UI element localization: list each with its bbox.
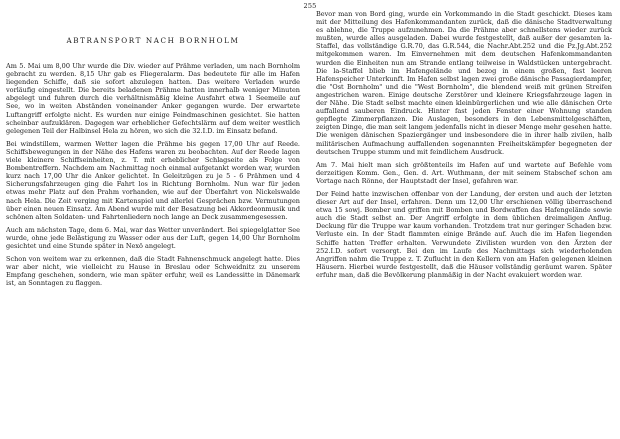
paragraph: Bei windstillem, warmen Wetter lagen die Prähme bis gegen 17,00 Uhr auf Reede. Schiffsbewegungen in der Nähe des Hafens waren zu beobachten. Auf der Reede lagen viele kleinere Schiffseinheiten, z. T. mit erheblicher Schlagseite als Folge von Bombentreffern. Nachdem am Nachmittag noch einmal aufgetankt worden war, wurden kurz nach 17,00 Uhr die Anker gelichtet. In Geleitzügen zu je 5 - 6 Prähmen und 4 Sicherungsfahrzeugen ging die Fahrt los in Richtung Bornholm. Nun war für jeden etwas mehr Platz auf den Prahm vorhanden, wie auf der Überfahrt von Nickelswalde nach Hela. Die Zeit verging mit Kartenspiel und allerlei Gesprächen bzw. Vermutungen über einen neuen Einsatz. Am Abend wurde mit der Besatzung bei Akkordeonmusik und schönen alten Soldaten- und Fahrtenliedern noch lange an Deck zusammengesessen. [6, 139, 300, 221]
left-column [6, 62, 300, 292]
paragraph: Am 5. Mai um 8,00 Uhr wurde die Div. wieder auf Prähme verladen, um nach Bornholm gebracht zu werden. 8,15 Uhr gab es Fliegeralarm. Das bedeutete für alle im Hafen liegenden Schiffe, daß sie sofort abzulegen hatten. Das weitere Verladen wurde vorläufig eingestellt. Die bereits beladenen Prähme hatten innerhalb weniger Minuten abgelegt und fuhren durch die verhältnismäßig kleine Ausfahrt etwa 1 Seemeile auf See, wo in weiten Abständen voneinander Anker gegangen wurde. Der erwartete Luftangriff erfolgte nicht. Es wurden nur einige Feindmaschinen gesichtet. Sie hatten scheinbar aufzuklären. Dagegen war erheblicher Gefechtslärm auf dem weiter westlich gelegenen Teil der Halbinsel Hela zu hören, wo sich die 32.I.D. im Einsatz befand. [6, 62, 300, 135]
paragraph: Auch am nächsten Tage, dem 6. Mai, war das Wetter unverändert. Bei spiegelglatter See wurde, ohne jede Belästigung zu Wasser oder aus der Luft, gegen 14,00 Uhr Bornholm gesichtet und eine Stunde später in Nexö angelegt. [6, 225, 300, 250]
chapter-title: ABTRANSPORT NACH BORNHOLM [66, 36, 240, 45]
paragraph: Der Feind hatte inzwischen offenbar von der Landung, der ersten und auch der letzten dieser Art auf der Insel, erfahren. Denn um 12,00 Uhr erschienen völlig überraschend etwa 15 sowj. Bomber und griffen mit Bomben und Bordwaffen das Hafengelände sowie auch die Stadt selbst an. Der Angriff erfolgte in dem üblichen dreimaligen Anflug. Deckung für die Truppe war kaum vorhanden. Trotzdem trat nur geringer Schaden bzw. Verluste ein. In der Stadt flammten einige Brände auf. Auch die im Hafen liegenden Schiffe hatten Treffer erhalten. Verwundete Zivilisten wurden von den Ärzten der 252.I.D. sofort versorgt. Bei den im Laufe des Nachmittags sich wiederholenden Angriffen nahm die Truppe z. T. Zuflucht in den Kellern von am Hafen gelegenen kleinen Häusern. Hierbei wurde festgestellt, daß die Häuser vollständig geräumt waren. Später erfuhr man, daß die Bevölkerung planmäßig in der Nacht evakuiert worden war. [316, 189, 612, 279]
paragraph: Bevor man von Bord ging, wurde ein Vorkommando in die Stadt geschickt. Dieses kam mit der Mitteilung des Hafenkommandanten zurück, daß die dänische Stadtverwaltung es ablehne, die Truppe aufzunehmen. Da die Prähme aber schnellstens wieder zurück mußten, wurde alles ausgeladen. Dabei wurde festgestellt, daß außer der gesamten la-Staffel, das vollständige G.R.70, das G.R.544, die Nachr.Abt.252 und die Pz.Jg.Abt.252 mitgekommen waren. Im Einvernehmen mit dem deutschen Hafenkommandanten wurden die Einheiten nun am Strande entlang teilweise in Waldstücken untergebracht. Die la-Staffel blieb im Hafengelände und bezog in einem großen, fast leeren Hafenspeicher Unterkunft. Im Hafen selbst lagen zwei große dänische Passagierdampfer, die "Ost Bornholm" und die "West Bornholm", die blendend weiß mit grünen Streifen angestrichen waren. Einige deutsche Zerstörer und kleinere Kriegsfahrzeuge lagen in der Nähe. Die Stadt selbst machte einen kleinbürgerlichen und wie alle dänischen Orte auffallend sauberen Eindruck. Hinter fast jeden Fenster einer Wohnung standen gepflegte Zimmerpflanzen. Die Auslagen, besonders in den Lebensmittelgeschäften, zeigten Dinge, die man seit langem jedenfalls nicht in dieser Menge mehr gesehen hatte. Die wenigen dänischen Spaziergänger und insbesondere die in ihrer halb zivilen, halb militärischen Aufmachung auffallenden sogenannten Freiheitskämpfer begegneten der deutschen Truppe stumm und mit feindlichem Ausdruck. [316, 10, 613, 156]
page-number: 255 [303, 2, 317, 10]
paragraph: Schon von weitem war zu erkennen, daß die Stadt Fahnenschmuck angelegt hatte. Dies war aber nicht, wie vielleicht zu Hause in Breslau oder Schweidnitz zu unserem Empfang geschehen, sondern, wie man später erfuhr, weil es Landessitte in Dänemark ist, an Sonntagen zu flaggen. [6, 255, 300, 288]
paragraph: Am 7. Mai hielt man sich größtenteils im Hafen auf und wartete auf Befehle vom derzeitigen Komm. Gen., Gen. d. Art. Wuthmann, der mit seinem Stabschef schon am Vortage nach Rönne, der Hauptstadt der Insel, gefahren war. [316, 160, 612, 185]
right-column [316, 10, 612, 284]
